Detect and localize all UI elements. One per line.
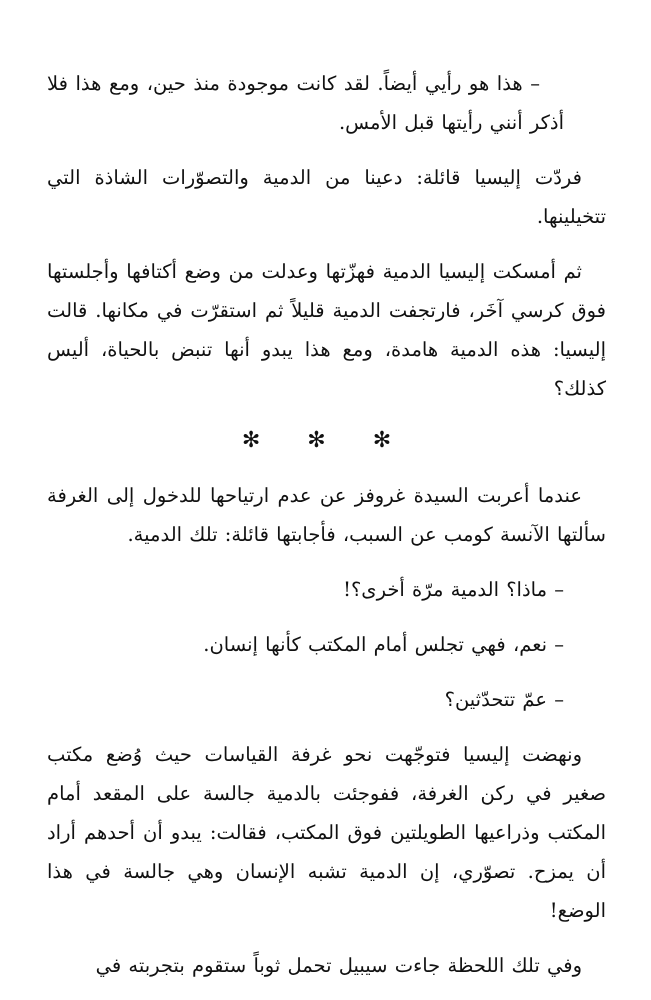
body-paragraph: ثم أمسكت إليسيا الدمية فهزّتها وعدلت من وضع أكتافها وأجلستها فوق كرسي آخَر، فارتجفت الدمية قليلاً ثم استقرّت في مكانها. قالت إليسيا: هذه الدمية هامدة، ومع هذا يبدو أنها تنبض بالحياة، أليس كذلك؟ xyxy=(47,260,606,400)
body-paragraph: عندما أعربت السيدة غروفز عن عدم ارتياحها للدخول إلى الغرفة سألتها الآنسة كومب عن السبب، فأجابتها قائلة: تلك الدمية. xyxy=(47,484,606,546)
body-paragraph: فردّت إليسيا قائلة: دعينا من الدمية والتصوّرات الشاذة التي تتخيلينها. xyxy=(47,166,606,228)
dialogue-line: – عمّ تتحدّثين؟ xyxy=(444,688,564,711)
body-paragraph: وفي تلك اللحظة جاءت سيبيل تحمل ثوباً ستقوم بتجربته في xyxy=(95,954,582,977)
dialogue-line: – نعم، فهي تجلس أمام المكتب كأنها إنسان. xyxy=(203,633,564,656)
dialogue-line: – هذا هو رأيي أيضاً. لقد كانت موجودة منذ حين، ومع هذا فلا أذكر أنني رأيتها قبل الأمس. xyxy=(47,72,564,134)
dialogue-line: – ماذا؟ الدمية مرّة أخرى؟! xyxy=(343,578,564,601)
body-paragraph: ونهضت إليسيا فتوجّهت نحو غرفة القياسات حيث وُضع مكتب صغير في ركن الغرفة، ففوجئت بالدمية جالسة على المقعد أمام المكتب وذراعيها الطويلتين فوق المكتب، فقالت: يبدو أن أحدهم أراد أن يمزح. تصوّري، إن الدمية تشبه الإنسان وهي جالسة في هذا الوضع! xyxy=(47,743,606,922)
section-break-asterisks: ✻ ✻ ✻ xyxy=(241,428,412,453)
